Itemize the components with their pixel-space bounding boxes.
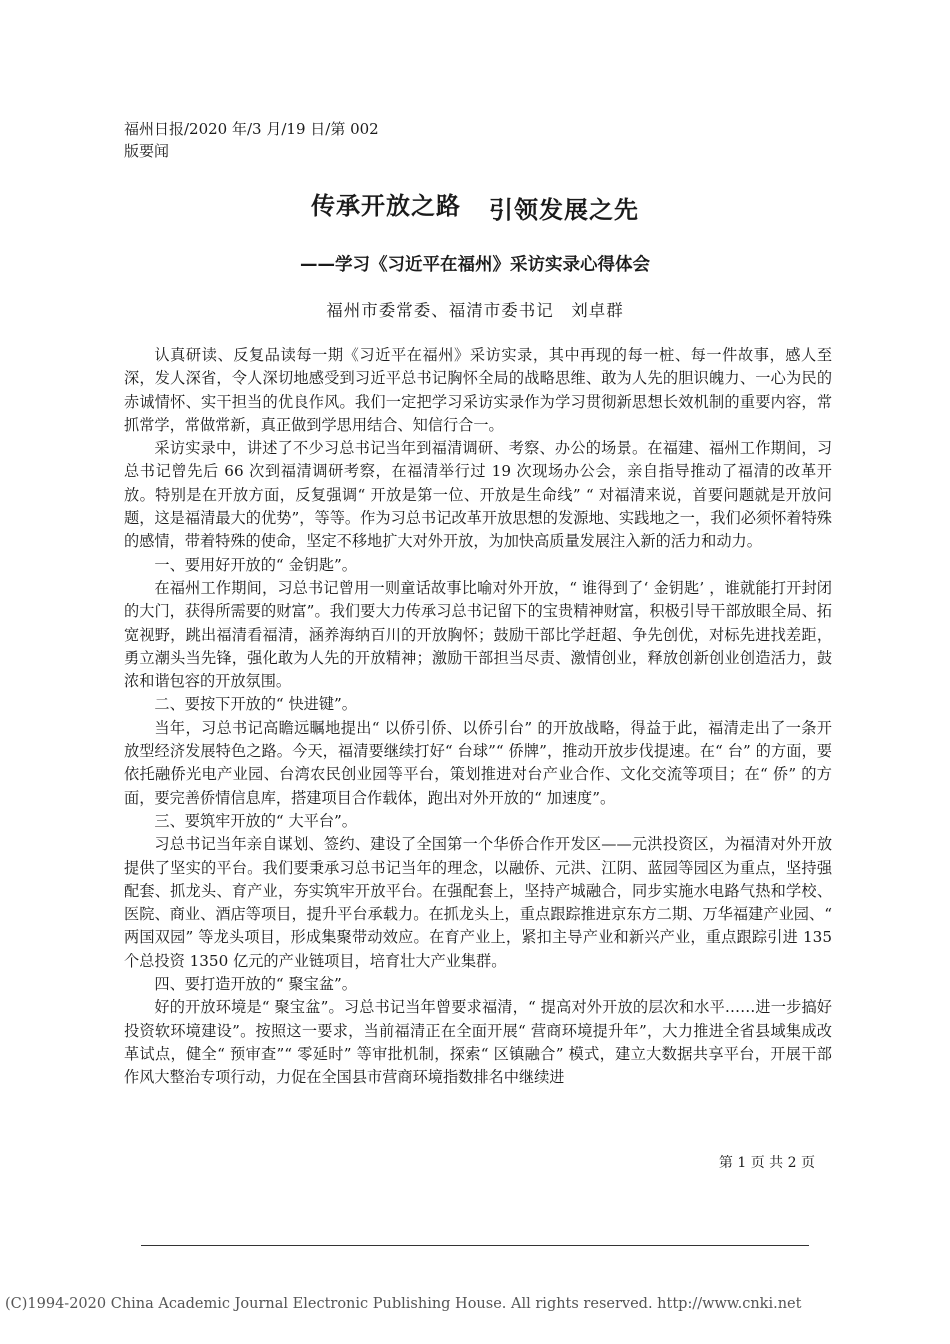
title-part-1: 传承开放之路 xyxy=(311,192,461,220)
section-heading: 一、要用好开放的“ 金钥匙”。 xyxy=(154,555,357,574)
paragraph: 习总书记当年亲自谋划、签约、建设了全国第一个华侨合作开发区——元洪投资区，为福清对外开放提供了坚实的平台。我们要秉承习总书记当年的理念，以融侨、元洪、江阴、蓝园等园区为重点，坚持强配套、抓龙头、育产业，夯实筑牢开放平台。在强配套上，坚持产城融合，同步实施水电路气热和学校、医院、商业、酒店等项目，提升平台承载力。在抓龙头上，重点跟踪推进京东方二期、万华福建产业园、“ 两国双园” 等龙头项目，形成集聚带动效应。在育产业上，紧扣主导产业和新兴产业，重点跟踪引进 135 个总投资 1350 亿元的产业链项目，培育壮大产业集群。 xyxy=(124,835,832,970)
paragraph: 好的开放环境是“ 聚宝盆”。习总书记当年曾要求福清，“ 提高对外开放的层次和水平……进一步搞好投资软环境建设”。按照这一要求，当前福清正在全面开展“ 营商环境提升年”，大力推进全省县域集成改革试点，健全“ 预审查”“ 零延时” 等审批机制，探索“ 区镇融合” 模式，建立大数据共享平台，开展干部作风大整治专项行动，力促在全国县市营商环境指数排名中继续进 xyxy=(124,998,832,1087)
title-part-2: 引领发展之先 xyxy=(489,196,639,224)
paragraph: 采访实录中，讲述了不少习总书记当年到福清调研、考察、办公的场景。在福建、福州工作期间，习总书记曾先后 66 次到福清调研考察，在福清举行过 19 次现场办公会，亲自指导推动了福清的改革开放。特别是在开放方面，反复强调“ 开放是第一位、开放是生命线” “ 对福清来说，首要问题就是开放问题，这是福清最大的优势”，等等。作为习总书记改革开放思想的发源地、实践地之一，我们必须怀着特殊的感情，带着特殊的使命，坚定不移地扩大对外开放，为加快高质量发展注入新的活力和动力。 xyxy=(124,439,832,551)
page-number: 第 1 页 共 2 页 xyxy=(718,1155,815,1171)
source-line-2: 版要闻 xyxy=(124,142,170,160)
article-subtitle: ——学习《习近平在福州》采访实录心得体会 xyxy=(300,255,650,275)
author-line: 福州市委常委、福清市委书记 刘卓群 xyxy=(326,301,624,320)
section-heading: 三、要筑牢开放的“ 大平台”。 xyxy=(154,811,357,830)
source-info xyxy=(124,118,424,162)
section-heading: 二、要按下开放的“ 快进键”。 xyxy=(154,695,357,714)
paragraph: 当年，习总书记高瞻远瞩地提出“ 以侨引侨、以侨引台” 的开放战略，得益于此，福清走出了一条开放型经济发展特色之路。今天，福清要继续打好“ 台球”“ 侨牌”，推动开放步伐提速。在“ 台” 的方面，要依托融侨光电产业园、台湾农民创业园等平台，策划推进对台产业合作、文化交流等项目；在“ 侨” 的方面，要完善侨情信息库，搭建项目合作载体，跑出对外开放的“ 加速度”。 xyxy=(124,718,832,807)
paragraph: 在福州工作期间，习总书记曾用一则童话故事比喻对外开放，“ 谁得到了‘ 金钥匙’ ，谁就能打开封闭的大门，获得所需要的财富”。我们要大力传承习总书记留下的宝贵精神财富，积极引导干部放眼全局、拓宽视野，跳出福清看福清，涵养海纳百川的开放胸怀；鼓励干部比学赶超、争先创优，对标先进找差距，勇立潮头当先锋，强化敢为人先的开放精神；激励干部担当尽责、激情创业，释放创新创业创造活力，鼓浓和谐包容的开放氛围。 xyxy=(124,578,832,691)
copyright-notice: (C)1994-2020 China Academic Journal Electronic Publishing House. All rights reserved. http://www.cnki.net xyxy=(5,1296,802,1312)
paragraph: 认真研读、反复品读每一期《习近平在福州》采访实录，其中再现的每一桩、每一件故事，感人至深，发人深省，令人深切地感受到习近平总书记胸怀全局的战略思维、敢为人先的胆识魄力、一心为民的赤诚情怀、实干担当的优良作风。我们一定把学习采访实录作为学习贯彻新思想长效机制的重要内容，常抓常学，常做常新，真正做到学思用结合、知信行合一。 xyxy=(124,346,832,434)
article-body xyxy=(124,344,832,1090)
footer-divider xyxy=(141,1245,809,1246)
section-heading: 四、要打造开放的“ 聚宝盆”。 xyxy=(154,975,357,994)
source-line-1: 福州日报/2020 年/3 月/19 日/第 002 xyxy=(124,120,379,138)
article-title xyxy=(0,186,950,224)
